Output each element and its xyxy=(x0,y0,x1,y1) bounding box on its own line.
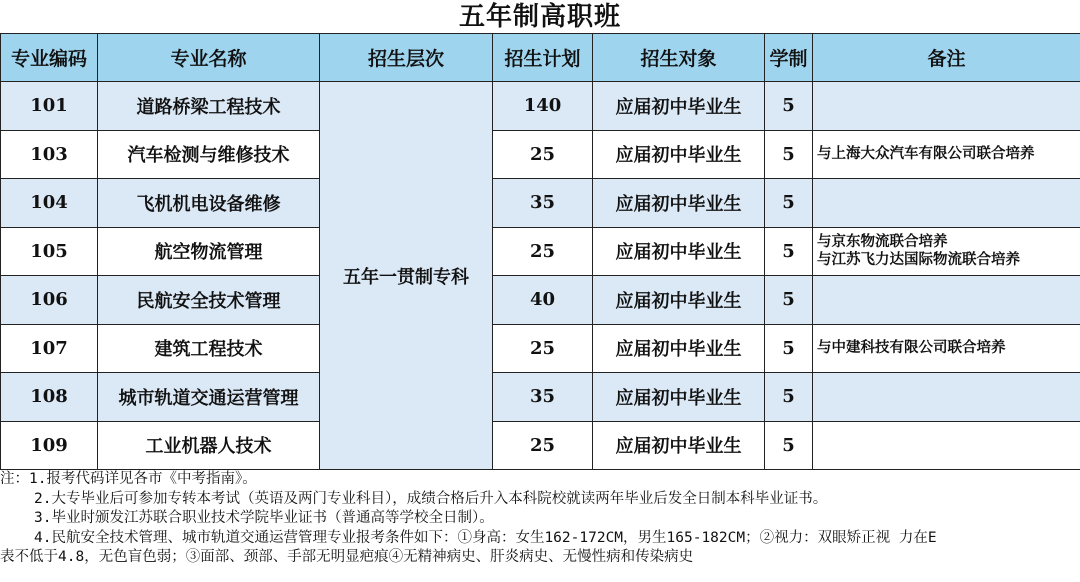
cell-note xyxy=(813,82,1080,131)
header-name: 专业名称 xyxy=(98,34,320,82)
cell-plan: 140 xyxy=(493,82,593,131)
cell-name: 飞机机电设备维修 xyxy=(98,179,320,228)
cell-target: 应届初中毕业生 xyxy=(593,276,765,325)
footnote-4-cont: 表不低于4.8，无色盲色弱；③面部、颈部、手部无明显疤痕④无精神病史、肝炎病史、无慢性病和传染病史 xyxy=(0,549,694,565)
note-line-2: 与江苏飞力达国际物流联合培养 xyxy=(817,251,1020,269)
cell-years: 5 xyxy=(765,82,813,131)
cell-note: 与中建科技有限公司联合培养 xyxy=(813,324,1080,373)
cell-target: 应届初中毕业生 xyxy=(593,82,765,131)
cell-plan: 25 xyxy=(493,130,593,179)
cell-name: 汽车检测与维修技术 xyxy=(98,130,320,179)
cell-name: 航空物流管理 xyxy=(98,227,320,276)
cell-years: 5 xyxy=(765,276,813,325)
cell-code: 107 xyxy=(1,324,98,373)
cell-target: 应届初中毕业生 xyxy=(593,373,765,422)
cell-code: 109 xyxy=(1,421,98,470)
cell-note xyxy=(813,227,1080,276)
table-header-row xyxy=(1,34,1080,82)
cell-plan: 40 xyxy=(493,276,593,325)
footnote-3: 3.毕业时颁发江苏联合职业技术学院毕业证书（普通高等学校全日制）。 xyxy=(34,510,494,526)
cell-level: 五年一贯制专科 xyxy=(320,82,493,470)
cell-plan: 35 xyxy=(493,179,593,228)
cell-name: 道路桥梁工程技术 xyxy=(98,82,320,131)
footnote-1: 注：1.报考代码详见各市《中考指南》。 xyxy=(0,471,257,487)
table-row xyxy=(1,179,1080,228)
cell-plan: 25 xyxy=(493,421,593,470)
table-row xyxy=(1,227,1080,276)
cell-years: 5 xyxy=(765,373,813,422)
cell-target: 应届初中毕业生 xyxy=(593,421,765,470)
header-plan: 招生计划 xyxy=(493,34,593,82)
cell-note xyxy=(813,179,1080,228)
cell-target: 应届初中毕业生 xyxy=(593,179,765,228)
cell-target: 应届初中毕业生 xyxy=(593,227,765,276)
cell-plan: 35 xyxy=(493,373,593,422)
cell-name: 民航安全技术管理 xyxy=(98,276,320,325)
cell-code: 106 xyxy=(1,276,98,325)
footnote-2: 2.大专毕业后可参加专转本考试（英语及两门专业科目），成绩合格后升入本科院校就读两年毕业后发全日制本科毕业证书。 xyxy=(34,490,828,507)
footnote-4: 4.民航安全技术管理、城市轨道交通运营管理专业报考条件如下：①身高：女生162-172CM，男生165-182CM；②视力：双眼矫正视 力在E xyxy=(34,529,937,546)
header-note: 备注 xyxy=(813,34,1080,82)
table-row xyxy=(1,276,1080,325)
cell-years: 5 xyxy=(765,227,813,276)
cell-years: 5 xyxy=(765,179,813,228)
cell-years: 5 xyxy=(765,130,813,179)
header-years: 学制 xyxy=(765,34,813,82)
cell-years: 5 xyxy=(765,324,813,373)
cell-name: 工业机器人技术 xyxy=(98,421,320,470)
cell-years: 5 xyxy=(765,421,813,470)
table-row xyxy=(1,324,1080,373)
enrollment-table xyxy=(0,33,1080,470)
table-row xyxy=(1,373,1080,422)
header-target: 招生对象 xyxy=(593,34,765,82)
page-title: 五年制高职班 xyxy=(458,2,621,32)
cell-name: 城市轨道交通运营管理 xyxy=(98,373,320,422)
cell-code: 108 xyxy=(1,373,98,422)
note-line-1: 与京东物流联合培养 xyxy=(817,233,948,251)
cell-note xyxy=(813,276,1080,325)
footnotes xyxy=(0,470,1080,568)
cell-code: 103 xyxy=(1,130,98,179)
cell-target: 应届初中毕业生 xyxy=(593,324,765,373)
cell-note xyxy=(813,421,1080,470)
table-row xyxy=(1,421,1080,470)
header-code: 专业编码 xyxy=(1,34,98,82)
cell-code: 104 xyxy=(1,179,98,228)
table-row xyxy=(1,82,1080,131)
table-row xyxy=(1,130,1080,179)
cell-name: 建筑工程技术 xyxy=(98,324,320,373)
cell-plan: 25 xyxy=(493,324,593,373)
cell-note: 与上海大众汽车有限公司联合培养 xyxy=(813,130,1080,179)
cell-target: 应届初中毕业生 xyxy=(593,130,765,179)
cell-note xyxy=(813,373,1080,422)
cell-code: 105 xyxy=(1,227,98,276)
cell-code: 101 xyxy=(1,82,98,131)
cell-plan: 25 xyxy=(493,227,593,276)
header-level: 招生层次 xyxy=(320,34,493,82)
